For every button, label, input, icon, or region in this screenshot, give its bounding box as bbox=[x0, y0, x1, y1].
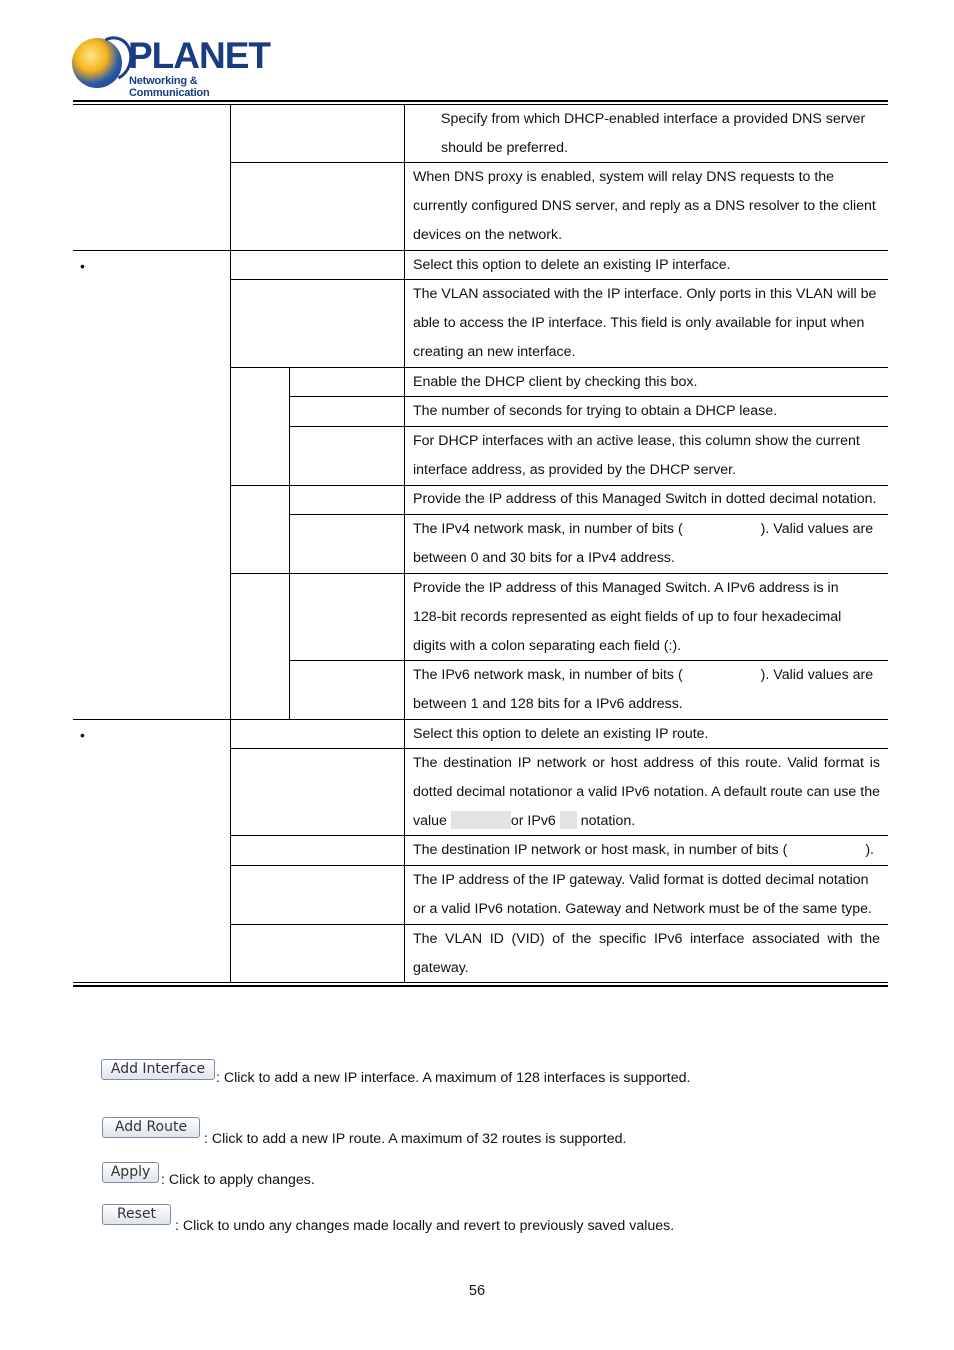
apply-button[interactable]: Apply bbox=[102, 1162, 159, 1183]
add-route-button[interactable]: Add Route bbox=[102, 1117, 200, 1138]
ipv6-mask-text-a: The IPv6 network mask, in number of bits ( bbox=[413, 667, 683, 683]
planet-logo bbox=[72, 34, 272, 99]
desc-dhcp-fallback: The number of seconds for trying to obtain a DHCP lease. bbox=[413, 403, 778, 419]
route-network-blank-ipv6 bbox=[560, 811, 577, 829]
route-network-text-b: or IPv6 bbox=[510, 813, 556, 829]
route-network-blank-ipv4 bbox=[451, 811, 511, 829]
desc-dhcp-current: For DHCP interfaces with an active lease, this column show the current interface address, as provided by the DHCP server. bbox=[413, 433, 860, 478]
page-number: 56 bbox=[468, 1283, 486, 1299]
route-mask-text-a: The destination IP network or host mask, in number of bits ( bbox=[413, 842, 788, 858]
route-network-text-a: The destination IP network or host address of this route. Valid format is dotted decimal notationor a valid IPv6 notation. A default route can use the value bbox=[413, 755, 880, 829]
desc-ipv4-address: Provide the IP address of this Managed Switch in dotted decimal notation. bbox=[413, 491, 877, 507]
add-interface-button[interactable]: Add Interface bbox=[101, 1059, 215, 1080]
desc-route-network bbox=[413, 749, 880, 836]
desc-interface-delete: Select this option to delete an existing IP interface. bbox=[413, 257, 731, 273]
brand-tagline: Networking & Communication bbox=[129, 75, 210, 99]
desc-ipv6-address: Provide the IP address of this Managed Switch. A IPv6 address is in 128-bit records represented as eight fields of up to four hexadecimal digits with a colon separating each field (:). bbox=[413, 580, 842, 654]
desc-interface-vlan: The VLAN associated with the IP interface. Only ports in this VLAN will be able to access the IP interface. This field is only available for input when creating an new interface. bbox=[413, 286, 877, 360]
reset-desc: : Click to undo any changes made locally and revert to previously saved values. bbox=[175, 1218, 675, 1234]
reset-button[interactable]: Reset bbox=[102, 1204, 171, 1225]
desc-route-delete: Select this option to delete an existing IP route. bbox=[413, 726, 709, 742]
route-mask-text-b: ). bbox=[865, 842, 874, 858]
desc-dns-interface: Specify from which DHCP-enabled interface a provided DNS server should be preferred. bbox=[441, 111, 866, 156]
desc-route-vlan: The VLAN ID (VID) of the specific IPv6 interface associated with the gateway. bbox=[413, 931, 880, 976]
ipv4-mask-text-a: The IPv4 network mask, in number of bits ( bbox=[413, 521, 683, 537]
ipv6-mask-text-b: ). Valid values are between 1 and 128 bits for a IPv6 address. bbox=[413, 667, 874, 712]
bullet-ip-routes: • bbox=[80, 727, 85, 743]
globe-icon bbox=[72, 38, 122, 88]
desc-dhcp-enable: Enable the DHCP client by checking this box. bbox=[413, 374, 698, 390]
table-bottom-rule-thick bbox=[73, 985, 888, 987]
desc-dns-proxy: When DNS proxy is enabled, system will relay DNS requests to the currently configured DNS server, and reply as a DNS resolver to the client devices on the network. bbox=[413, 169, 876, 243]
add-interface-desc: : Click to add a new IP interface. A maximum of 128 interfaces is supported. bbox=[216, 1070, 691, 1086]
desc-ipv6-mask bbox=[413, 661, 881, 719]
desc-route-mask bbox=[413, 836, 883, 865]
brand-name: PLANET bbox=[128, 35, 270, 76]
apply-desc: : Click to apply changes. bbox=[161, 1172, 315, 1188]
add-route-desc: : Click to add a new IP route. A maximum of 32 routes is supported. bbox=[204, 1131, 627, 1147]
desc-ipv4-mask bbox=[413, 515, 881, 573]
ipv4-mask-text-b: ). Valid values are between 0 and 30 bits for a IPv4 address. bbox=[413, 521, 874, 566]
bullet-ip-interfaces: • bbox=[80, 258, 85, 274]
desc-route-gateway: The IP address of the IP gateway. Valid format is dotted decimal notation or a valid IPv6 notation. Gateway and Network must be of the same type. bbox=[413, 872, 872, 917]
header-rule bbox=[73, 100, 888, 102]
route-network-text-c: notation. bbox=[580, 813, 636, 829]
